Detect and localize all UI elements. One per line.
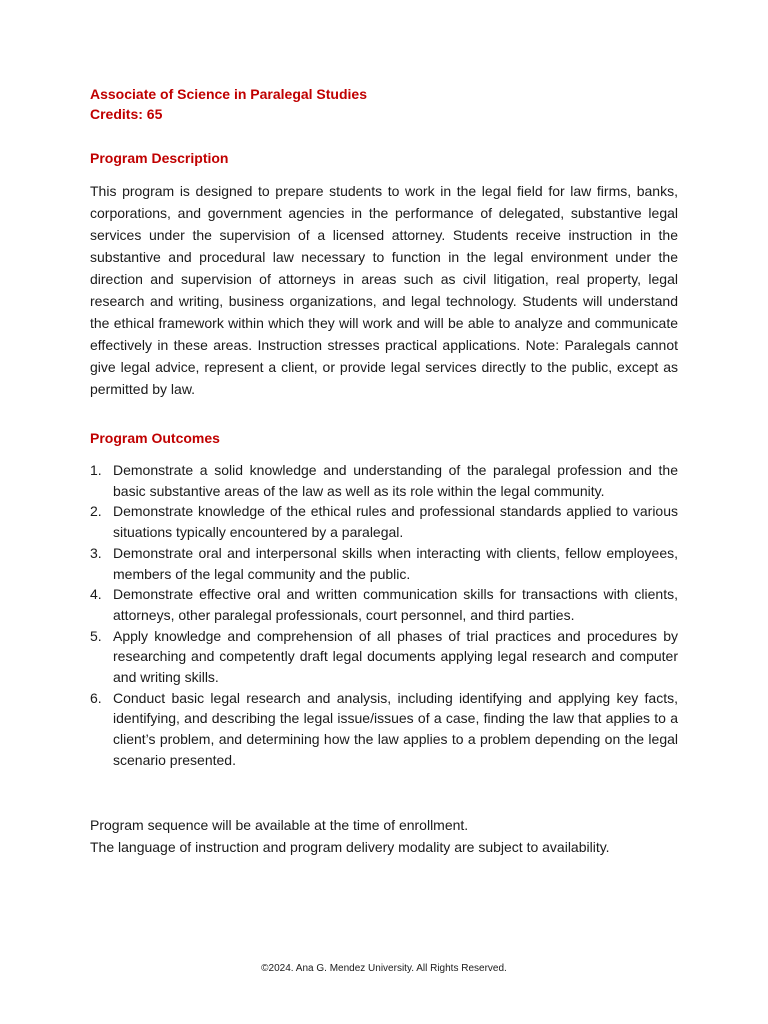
outcome-text: Demonstrate effective oral and written communication skills for transactions with clients, attorneys, other paralegal professionals, court personnel, and third parties.: [113, 586, 678, 623]
program-outcomes-heading: Program Outcomes: [90, 430, 220, 446]
outcome-number: 5.: [90, 627, 102, 644]
language-note: The language of instruction and program delivery modality are subject to availability.: [90, 838, 610, 855]
document-page: [90, 84, 678, 858]
outcome-item: [90, 626, 678, 688]
outcome-item: [90, 460, 678, 501]
outcome-item: [90, 688, 678, 771]
outcome-number: 1.: [90, 462, 102, 478]
outcome-number: 2.: [90, 503, 102, 520]
outcome-item: [90, 501, 678, 542]
program-description-text: This program is designed to prepare students to work in the legal field for law firms, banks, corporations, and government agencies in the performance of delegated, substantive legal services under the supervision of a licensed attorney. Students receive instruction in the substantive and procedural law necessary to function in the legal environment under the direction and supervision of attorneys in areas such as civil litigation, real property, legal research and writing, business organizations, and legal technology. Students will understand the ethical framework within which they will work and will be able to analyze and communicate effectively in these areas. Instruction stresses practical applications. Note: Paralegals cannot give legal advice, represent a client, or provide legal services directly to the public, except as permitted by law.: [90, 183, 678, 397]
outcome-item: [90, 584, 678, 625]
credits-label: Credits: 65: [90, 106, 163, 122]
copyright-footer: ©2024. Ana G. Mendez University. All Rights Reserved.: [261, 963, 507, 974]
outcome-number: 4.: [90, 586, 102, 603]
program-notes: [90, 814, 678, 858]
outcome-text: Demonstrate a solid knowledge and understanding of the paralegal profession and the basic substantive areas of the law as well as its role within the legal community.: [113, 462, 678, 499]
outcome-item: [90, 543, 678, 584]
sequence-note: Program sequence will be available at the time of enrollment.: [90, 816, 469, 833]
outcome-text: Conduct basic legal research and analysis, including identifying and applying key facts, identifying, and describing the legal issue/issues of a case, finding the law that applies to a client’s problem, and determining how the law applies to a problem depending on the legal scenario presented.: [113, 689, 678, 768]
outcome-number: 3.: [90, 544, 102, 561]
program-title: Associate of Science in Paralegal Studies: [90, 86, 367, 102]
outcome-text: Demonstrate oral and interpersonal skills when interacting with clients, fellow employees, members of the legal community and the public.: [113, 544, 678, 582]
outcome-text: Apply knowledge and comprehension of all phases of trial practices and procedures by researching and competently draft legal documents applying legal research and computer and writing skills.: [113, 627, 678, 686]
outcome-number: 6.: [90, 689, 102, 706]
program-outcomes-list: [90, 460, 678, 771]
program-description-heading: Program Description: [90, 150, 229, 166]
outcome-text: Demonstrate knowledge of the ethical rules and professional standards applied to various situations typically encountered by a paralegal.: [113, 503, 678, 541]
